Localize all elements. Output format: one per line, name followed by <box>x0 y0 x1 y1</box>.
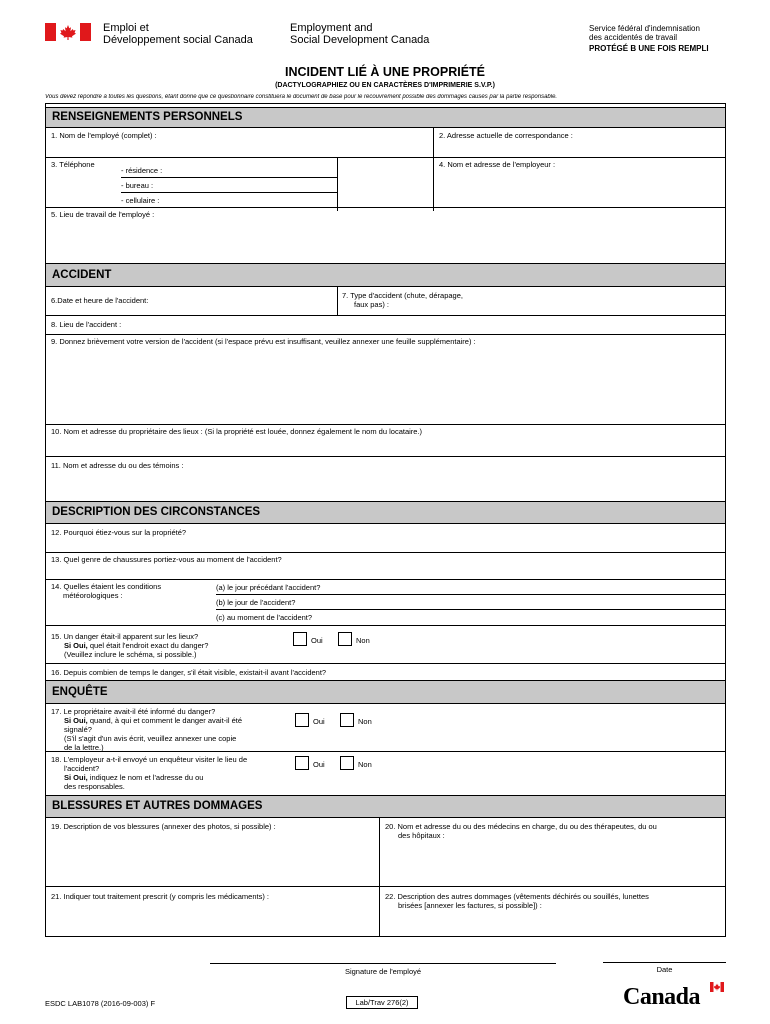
property-incident-form <box>45 103 726 937</box>
section-injuries: BLESSURES ET AUTRES DOMMAGES <box>46 795 725 818</box>
protected-label: PROTÉGÉ B UNE FOIS REMPLI <box>589 44 709 53</box>
phone-cell-label: - cellulaire : <box>121 196 160 205</box>
investigator-sent-no-checkbox[interactable] <box>340 756 354 770</box>
weather-conditions-label-cont: météorologiques : <box>63 591 123 600</box>
owner-informed-no-label: Non <box>358 717 372 726</box>
investigator-sent-yes-label: Oui <box>313 760 325 769</box>
danger-apparent-no-label: Non <box>356 636 370 645</box>
form-instruction: Vous devez répondre à toutes les questions, étant donné que ce questionnaire constituera le document de base pour le recouvrement possible des dommages causés par la partie responsable. <box>45 94 558 100</box>
accident-location-label: 8. Lieu de l'accident : <box>51 320 122 329</box>
weather-conditions-label: 14. Quelles étaient les conditions <box>51 582 162 591</box>
accident-account-label: 9. Donnez brièvement votre version de l'accident (si l'espace prévu est insuffisant, veuillez annexer une feuille supplémentaire) : <box>51 337 476 346</box>
department-name-en: Employment and Social Development Canada <box>290 22 430 46</box>
physicians-label: 20. Nom et adresse du ou des médecins en charge, du ou des thérapeutes, du ou des hôpitaux : <box>385 822 657 840</box>
danger-apparent-no-checkbox[interactable] <box>338 632 352 646</box>
section-accident: ACCIDENT <box>46 263 725 287</box>
telephone-label: 3. Téléphone <box>51 160 95 169</box>
owner-informed-yes-label: Oui <box>313 717 325 726</box>
date-label: Date <box>656 965 673 974</box>
weather-day-before-label: (a) le jour précédant l'accident? <box>216 583 321 592</box>
danger-apparent-yes-label: Oui <box>311 636 323 645</box>
department-name-fr: Emploi et Développement social Canada <box>103 22 253 46</box>
canada-wordmark: Canada <box>623 982 733 1012</box>
workplace-label: 5. Lieu de travail de l'employé : <box>51 210 155 219</box>
employer-name-address-label: 4. Nom et adresse de l'employeur : <box>439 160 556 169</box>
phone-office-label: - bureau : <box>121 181 154 190</box>
section-personal-info: RENSEIGNEMENTS PERSONNELS <box>46 107 725 128</box>
phone-residence-label: - résidence : <box>121 166 163 175</box>
weather-at-time-label: (c) au moment de l'accident? <box>216 613 313 622</box>
footwear-label: 13. Quel genre de chaussures portiez-vous au moment de l'accident? <box>51 555 282 564</box>
service-name: Service fédéral d'indemnisation des accidentés de travail <box>589 24 700 42</box>
danger-apparent-label: 15. Un danger était-il apparent sur les lieux? Si Oui, quel était l'endroit exact du danger? (Veuillez inclure le schéma, si possible.) <box>51 632 209 659</box>
investigator-sent-label: 18. L'employeur a-t-il envoyé un enquêteur visiter le lieu de l'accident? Si Oui, indiquez le nom et l'adresse du ou des responsables. <box>51 755 248 791</box>
accident-datetime-label: 6.Date et heure de l'accident: <box>51 296 149 305</box>
investigator-sent-no-label: Non <box>358 760 372 769</box>
section-circumstances: DESCRIPTION DES CIRCONSTANCES <box>46 501 725 524</box>
injury-description-label: 19. Description de vos blessures (annexer des photos, si possible) : <box>51 822 276 831</box>
witnesses-label: 11. Nom et adresse du ou des témoins : <box>51 461 184 470</box>
owner-informed-label: 17. Le propriétaire avait-il été informé du danger? Si Oui, quand, à qui et comment le danger avait-il été signalé? (S'il s'agit d'un avis écrit, veuillez annexer une copie de la lettre.) <box>51 707 243 752</box>
section-inquiry: ENQUÊTE <box>46 680 725 704</box>
mailing-address-label: 2. Adresse actuelle de correspondance : <box>439 131 573 140</box>
signature-label: Signature de l'employé <box>344 967 422 976</box>
accident-type-label-cont: faux pas) : <box>354 300 390 309</box>
employee-name-label: 1. Nom de l'employé (complet) : <box>51 131 157 140</box>
owner-informed-no-checkbox[interactable] <box>340 713 354 727</box>
form-code: ESDC LAB1078 (2016-09-003) F <box>45 999 156 1008</box>
lab-code: Lab/Trav 276(2) <box>346 996 418 1009</box>
accident-type-label: 7. Type d'accident (chute, dérapage, <box>342 291 463 300</box>
owner-informed-yes-checkbox[interactable] <box>295 713 309 727</box>
danger-duration-label: 16. Depuis combien de temps le danger, s'il était visible, existait-il avant l'accident? <box>51 668 327 677</box>
property-owner-label: 10. Nom et adresse du propriétaire des lieux : (Si la propriété est louée, donnez également le nom du locataire.) <box>51 427 423 436</box>
danger-apparent-yes-checkbox[interactable] <box>293 632 307 646</box>
reason-on-property-label: 12. Pourquoi étiez-vous sur la propriété? <box>51 528 187 537</box>
wordmark-flag-icon <box>710 982 724 992</box>
weather-day-of-label: (b) le jour de l'accident? <box>216 598 296 607</box>
investigator-sent-yes-checkbox[interactable] <box>295 756 309 770</box>
canada-flag-icon <box>45 23 91 41</box>
form-subtitle: (DACTYLOGRAPHIEZ OU EN CARACTÈRES D'IMPRIMERIE S.V.P.) <box>275 82 495 89</box>
form-title: INCIDENT LIÉ À UNE PROPRIÉTÉ <box>284 65 486 79</box>
treatment-label: 21. Indiquer tout traitement prescrit (y compris les médicaments) : <box>51 892 269 901</box>
signature-line[interactable] <box>210 963 556 964</box>
other-damages-label: 22. Description des autres dommages (vêtements déchirés ou souillés, lunettes brisées [annexer les factures, si possible]) : <box>385 892 649 910</box>
date-line[interactable] <box>603 962 726 963</box>
